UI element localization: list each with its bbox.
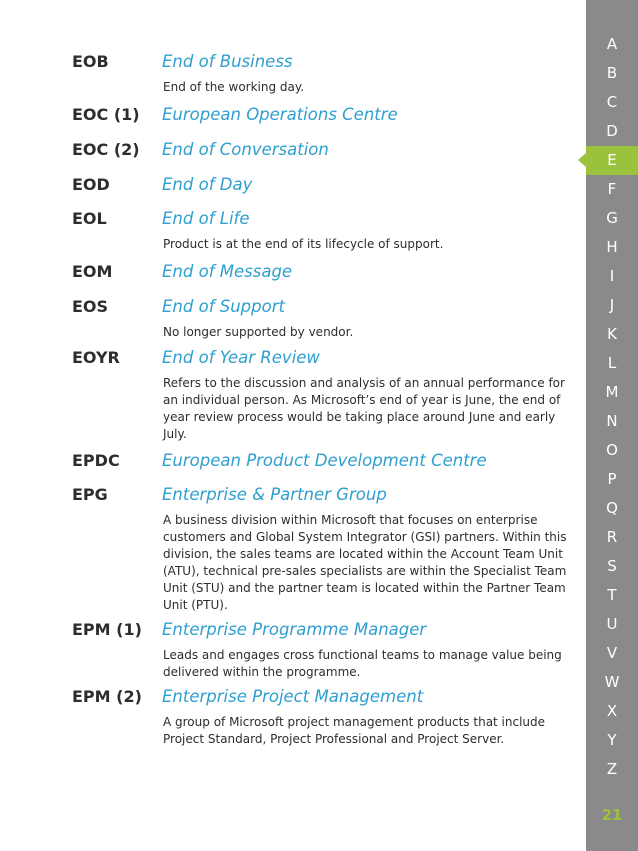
term-expansion: End of Day (162, 175, 253, 194)
index-letter-q[interactable]: Q (606, 499, 618, 517)
index-letter-a[interactable]: A (606, 35, 618, 53)
term: EOL (72, 209, 107, 228)
index-letter-f[interactable]: F (607, 180, 617, 198)
term-expansion: End of Year Review (162, 348, 320, 367)
term-expansion: End of Conversation (162, 140, 329, 159)
term: EOM (72, 262, 113, 281)
active-letter-pointer (578, 153, 586, 167)
index-letter-i[interactable]: I (609, 267, 615, 285)
term: EOD (72, 175, 110, 194)
term-expansion: End of Life (162, 209, 250, 228)
index-letter-t[interactable]: T (607, 586, 617, 604)
index-letter-y[interactable]: Y (607, 731, 617, 749)
index-letter-m[interactable]: M (605, 383, 619, 401)
index-letter-w[interactable]: W (604, 673, 620, 691)
term-definition: No longer supported by vendor. (163, 325, 354, 339)
term-expansion: European Operations Centre (162, 105, 398, 124)
index-letter-d[interactable]: D (606, 122, 618, 140)
index-letter-r[interactable]: R (606, 528, 618, 546)
index-letter-k[interactable]: K (607, 325, 617, 343)
alphabet-index-sidebar (586, 0, 638, 851)
page-number: 21 (601, 806, 623, 824)
index-letter-u[interactable]: U (606, 615, 618, 633)
index-letter-label: E (607, 151, 617, 169)
term-definition: Product is at the end of its lifecycle of support. (163, 237, 444, 251)
term: EPM (2) (72, 687, 142, 706)
term-definition: End of the working day. (163, 80, 305, 94)
index-letter-p[interactable]: P (607, 470, 617, 488)
term: EOB (72, 52, 109, 71)
term: EPG (72, 485, 108, 504)
term: EPM (1) (72, 620, 142, 639)
index-letter-h[interactable]: H (606, 238, 618, 256)
term-expansion: Enterprise Programme Manager (162, 620, 427, 639)
index-letter-c[interactable]: C (606, 93, 618, 111)
term-expansion: European Product Development Centre (162, 451, 487, 470)
term-definition: Leads and engages cross functional teams to manage value being delivered within the programme. (163, 648, 562, 679)
term-expansion: End of Business (162, 52, 293, 71)
term: EOC (1) (72, 105, 140, 124)
term: EOYR (72, 348, 120, 367)
term-definition: A group of Microsoft project management products that include Project Standard, Project Professional and Project Server. (163, 715, 546, 746)
index-letter-l[interactable]: L (607, 354, 617, 372)
index-letter-e-active[interactable] (586, 146, 638, 175)
term: EPDC (72, 451, 120, 470)
index-letter-j[interactable]: J (609, 296, 615, 314)
term-expansion: End of Support (162, 297, 285, 316)
index-letter-o[interactable]: O (606, 441, 618, 459)
term-expansion: End of Message (162, 262, 293, 281)
term-expansion: Enterprise Project Management (162, 687, 424, 706)
index-letter-s[interactable]: S (607, 557, 617, 575)
index-letter-z[interactable]: Z (606, 760, 618, 778)
index-letter-b[interactable]: B (606, 64, 618, 82)
term-expansion: Enterprise & Partner Group (162, 485, 387, 504)
term: EOS (72, 297, 109, 316)
index-letter-n[interactable]: N (606, 412, 618, 430)
index-letter-v[interactable]: V (606, 644, 618, 662)
term-definition: Refers to the discussion and analysis of an annual performance for an individual person. As Microsoft’s end of year is June, the end of year review process would be taking place around June and early July. (163, 376, 565, 441)
index-letter-x[interactable]: X (606, 702, 618, 720)
term-definition: A business division within Microsoft that focuses on enterprise customers and Global System Integrator (GSI) partners. Within this division, the sales teams are located within the Account Team Unit (ATU), technical pre-sales specialists are within the Specialist Team Unit (STU) and the partner team is located within the Partner Team Unit (PTU). (163, 513, 567, 612)
index-letter-g[interactable]: G (606, 209, 618, 227)
term: EOC (2) (72, 140, 140, 159)
